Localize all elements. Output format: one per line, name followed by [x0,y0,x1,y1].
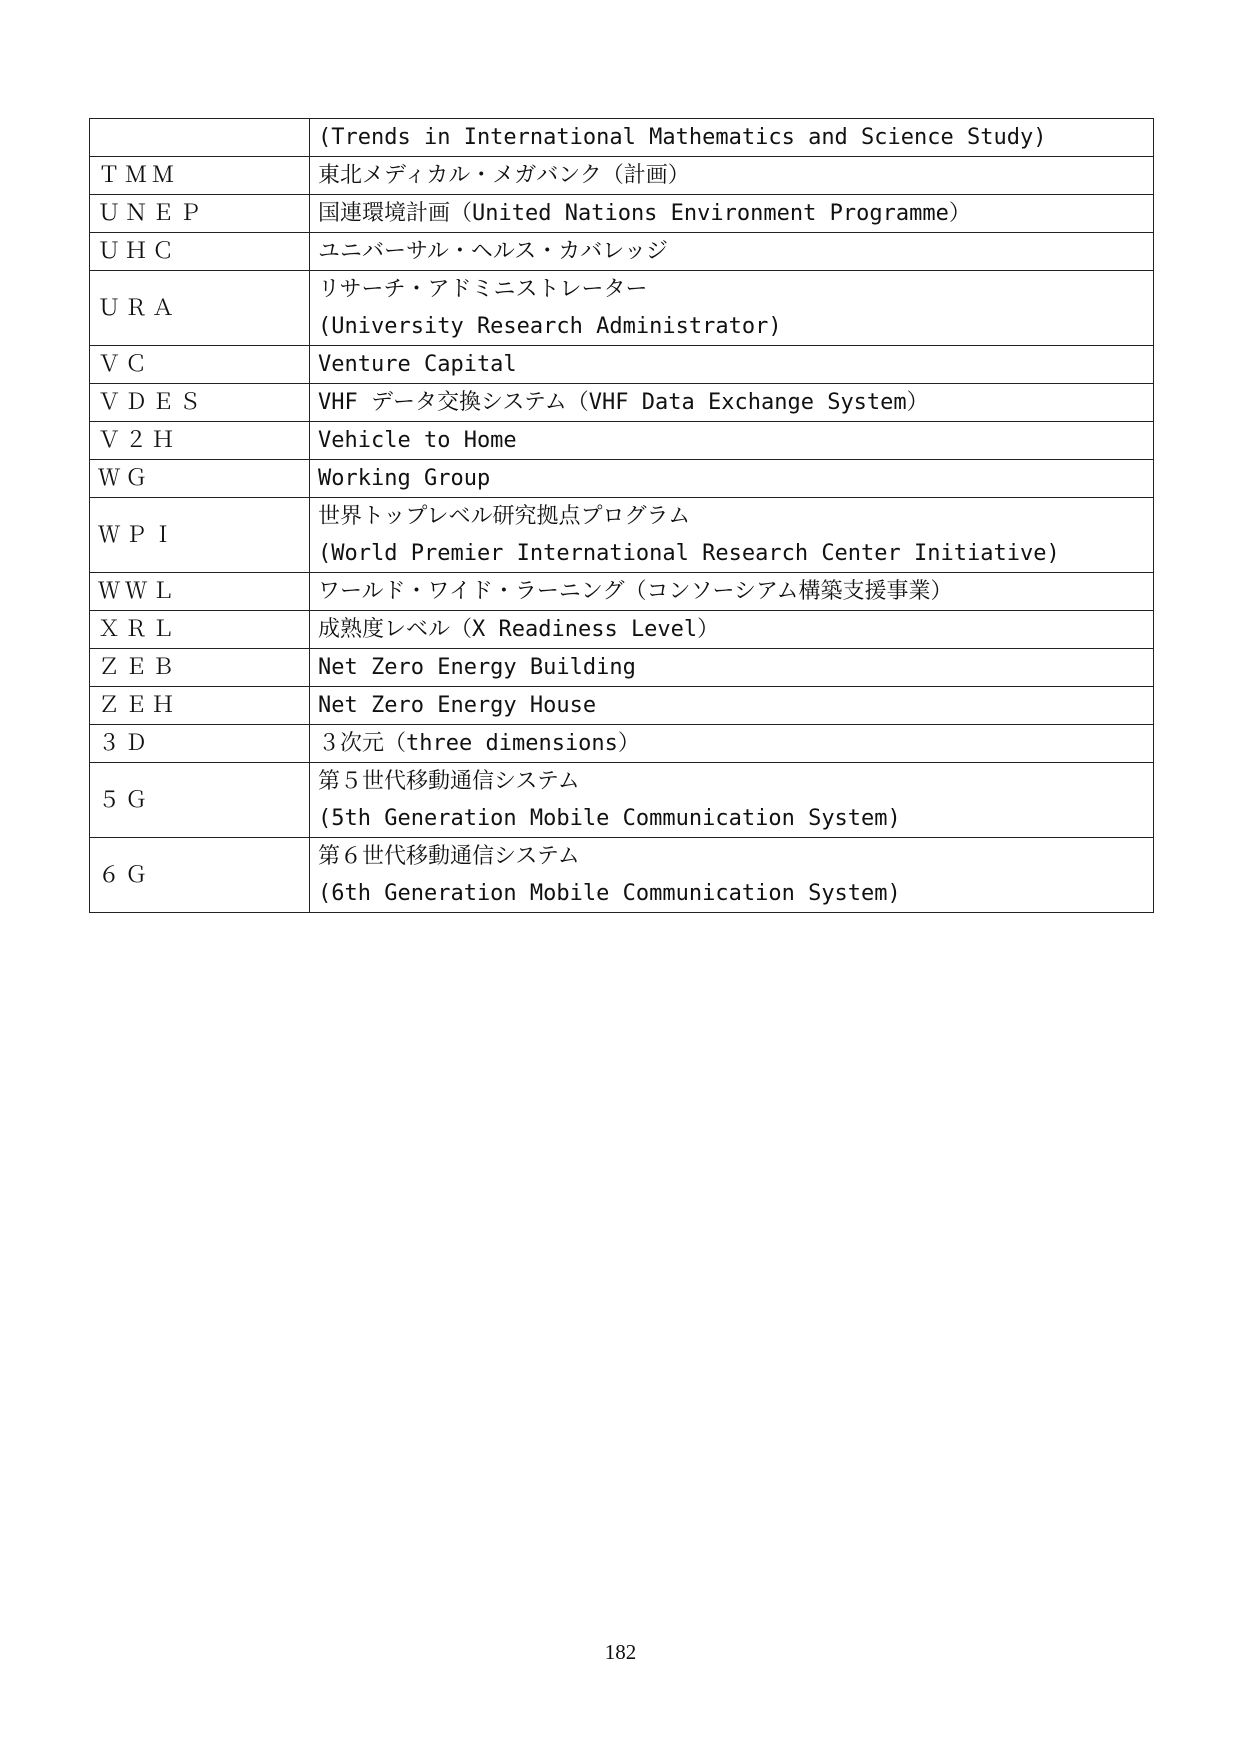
description-line: ユニバーサル・ヘルス・カバレッジ [318,239,669,264]
description-cell [310,384,1154,422]
description-cell [310,460,1154,498]
description-cell [310,687,1154,725]
table-row [90,573,1154,611]
table-row [90,649,1154,687]
abbreviation-cell: ＷＷＬ [90,573,310,611]
description-cell [310,119,1154,157]
abbreviation-cell: ＷＧ [90,460,310,498]
description-line: Net Zero Energy House [318,693,597,718]
table-row [90,233,1154,271]
table-row [90,725,1154,763]
glossary-table [89,118,1154,913]
description-line: VHF データ交換システム（VHF Data Exchange System） [318,390,929,415]
description-cell [310,422,1154,460]
description-line: Working Group [318,466,491,491]
description-line: Net Zero Energy Building [318,655,636,680]
description-cell [310,195,1154,233]
description-line: 成熟度レベル（X Readiness Level） [318,617,720,642]
page-number: 182 [604,1640,637,1664]
description-line: 第６世代移動通信システム [318,844,580,869]
abbreviation-cell: ＸＲＬ [90,611,310,649]
abbreviation-cell: ＺＥＨ [90,687,310,725]
description-cell [310,271,1154,346]
abbreviation-cell: Ｖ２Ｈ [90,422,310,460]
abbreviation-cell: ＷＰＩ [90,498,310,573]
table-row [90,687,1154,725]
table-row [90,384,1154,422]
description-line: (5th Generation Mobile Communication System) [318,806,901,831]
abbreviation-cell: ＵＨＣ [90,233,310,271]
glossary-body [90,119,1154,913]
description-cell [310,725,1154,763]
description-cell [310,498,1154,573]
description-line: Vehicle to Home [318,428,517,453]
table-row [90,195,1154,233]
description-cell [310,763,1154,838]
abbreviation-cell: ６Ｇ [90,838,310,913]
table-row [90,346,1154,384]
description-cell [310,157,1154,195]
description-cell [310,838,1154,913]
abbreviation-cell: ＶＣ [90,346,310,384]
abbreviation-cell [90,119,310,157]
table-row [90,119,1154,157]
description-line: 国連環境計画（United Nations Environment Programme） [318,201,971,226]
table-row [90,763,1154,838]
abbreviation-cell: ＺＥＢ [90,649,310,687]
abbreviation-cell: ＵＮＥＰ [90,195,310,233]
abbreviation-cell: ５Ｇ [90,763,310,838]
table-row [90,422,1154,460]
table-row [90,838,1154,913]
description-line: 第５世代移動通信システム [318,769,580,794]
description-line: (University Research Administrator) [318,314,782,339]
description-cell [310,346,1154,384]
description-cell [310,649,1154,687]
abbreviation-cell: ＶＤＥＳ [90,384,310,422]
description-line: ワールド・ワイド・ラーニング（コンソーシアム構築支援事業） [318,579,953,604]
table-row [90,157,1154,195]
table-row [90,498,1154,573]
table-row [90,611,1154,649]
description-line: 東北メディカル・メガバンク（計画） [318,163,690,188]
description-line: (World Premier International Research Center Initiative) [318,541,1060,566]
description-line: (Trends in International Mathematics and Science Study) [318,125,1047,150]
description-cell [310,233,1154,271]
table-row [90,271,1154,346]
description-line: 世界トップレベル研究拠点プログラム [318,504,691,529]
description-line: Venture Capital [318,352,517,377]
description-cell [310,573,1154,611]
abbreviation-cell: ３Ｄ [90,725,310,763]
abbreviation-cell: ＴＭＭ [90,157,310,195]
description-line: リサーチ・アドミニストレーター [318,277,648,302]
description-cell [310,611,1154,649]
table-row [90,460,1154,498]
description-line: ３次元（three dimensions） [318,731,640,756]
description-line: (6th Generation Mobile Communication System) [318,881,901,906]
abbreviation-cell: ＵＲＡ [90,271,310,346]
